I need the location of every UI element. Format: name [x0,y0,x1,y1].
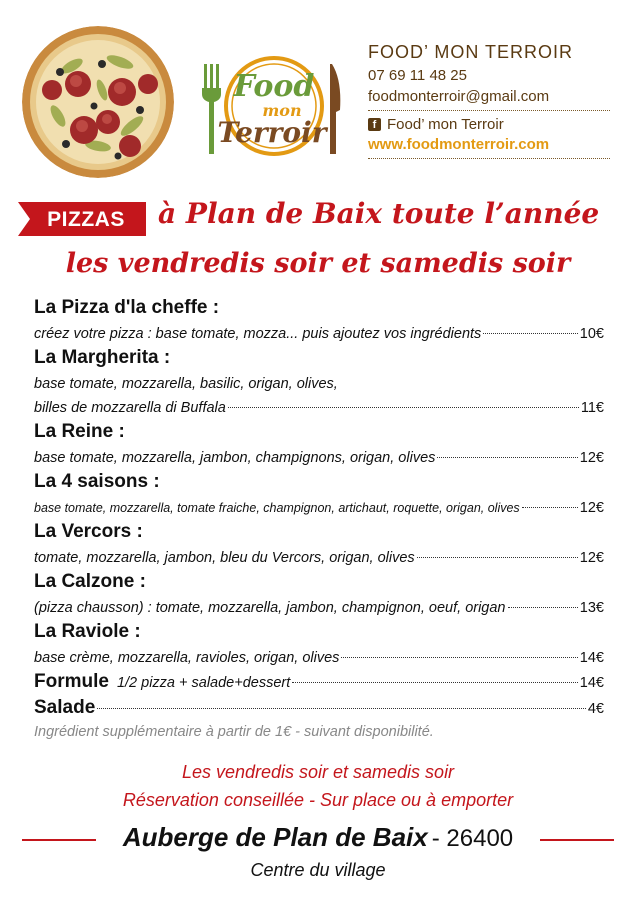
page-subtitle: les vendredis soir et samedis soir [65,248,571,279]
venue-address [110,822,526,853]
food-mon-terroir-logo [190,50,350,162]
menu-item-description: base tomate, mozzarella, basilic, origan, olives, [34,376,338,392]
salade-row [34,696,604,722]
menu-item-price: 12€ [579,450,604,466]
divider [22,839,96,841]
menu-item-description: tomate, mozzarella, jambon, bleu du Vercors, origan, olives [34,550,415,566]
dot-leader [97,708,586,709]
facebook-icon: f [368,118,381,131]
menu-item-price: 10€ [579,326,604,342]
venue-name: Auberge de Plan de Baix [122,822,428,852]
logo-text-terroir: Terroir [217,116,327,149]
menu-item-description: base tomate, mozzarella, tomate fraiche, champignon, artichaut, roquette, origan, olives [34,501,520,515]
page-title: à Plan de Baix toute l’année [158,197,600,230]
menu-item-description: base crème, mozzarella, ravioles, origan, olives [34,650,340,666]
menu-item-name: La 4 saisons : [34,471,160,492]
menu-item-description: base tomate, mozzarella, jambon, champignons, origan, olives [34,450,436,466]
facebook-link[interactable] [368,116,610,133]
divider [540,839,614,841]
email-address[interactable]: foodmonterroir@gmail.com [368,88,550,105]
venue-zip: - 26400 [431,825,514,852]
dot-leader [228,407,579,408]
website-link[interactable]: www.foodmonterroir.com [368,136,550,153]
menu-item-price: 12€ [579,500,604,516]
brand-name: FOOD’ MON TERROIR [368,42,573,62]
footer-days: Les vendredis soir et samedis soir [181,762,455,782]
dot-leader [483,333,577,334]
salade-price: 4€ [587,701,604,717]
formule-row [34,670,604,696]
dot-leader [417,557,578,558]
menu-item [34,520,604,570]
supplement-note: Ingrédient supplémentaire à partir de 1€ - suivant disponibilité. [34,724,434,740]
menu-item-price: 13€ [579,600,604,616]
venue-location: Centre du village [250,860,386,880]
menu-item-name: La Pizza d'la cheffe : [34,297,220,318]
menu-item-name: La Margherita : [34,347,171,368]
menu-item [34,296,604,346]
menu-item-name: La Reine : [34,421,125,442]
menu-item-price: 12€ [579,550,604,566]
menu-item-description: créez votre pizza : base tomate, mozza... puis ajoutez vos ingrédients [34,326,482,342]
menu-item-description: (pizza chausson) : tomate, mozzarella, jambon, champignon, oeuf, origan [34,600,506,616]
menu-item-price: 11€ [580,400,604,416]
salade-name: Salade [34,697,96,718]
footer-reservation: Réservation conseillée - Sur place ou à emporter [122,790,514,810]
menu-item [34,346,604,420]
divider [368,158,610,159]
menu-item [34,570,604,620]
dot-leader [437,457,577,458]
address-row [0,822,636,856]
pizza-photo [22,26,174,178]
formule-description: 1/2 pizza + salade+dessert [116,675,291,691]
dot-leader [508,607,578,608]
menu-item-name: La Vercors : [34,521,143,542]
facebook-label: Food’ mon Terroir [387,116,504,133]
menu-item-name: La Calzone : [34,571,146,592]
logo-text-food: Food [233,69,315,104]
menu-item [34,470,604,520]
logo-text-mon: mon [262,101,302,120]
phone-number[interactable]: 07 69 11 48 25 [368,67,467,84]
menu-item [34,420,604,470]
formule-price: 14€ [579,675,604,691]
dot-leader [341,657,577,658]
contact-block [368,42,610,164]
divider [368,110,610,111]
dot-leader [292,682,578,683]
pizza-menu [34,296,604,740]
menu-item [34,620,604,670]
title-row [18,199,618,243]
ribbon-label: PIZZAS [47,208,125,231]
menu-item-description: billes de mozzarella di Buffala [34,400,226,416]
menu-item-price: 14€ [579,650,604,666]
menu-item-name: La Raviole : [34,621,141,642]
formule-name: Formule [34,671,109,692]
dot-leader [522,507,578,508]
